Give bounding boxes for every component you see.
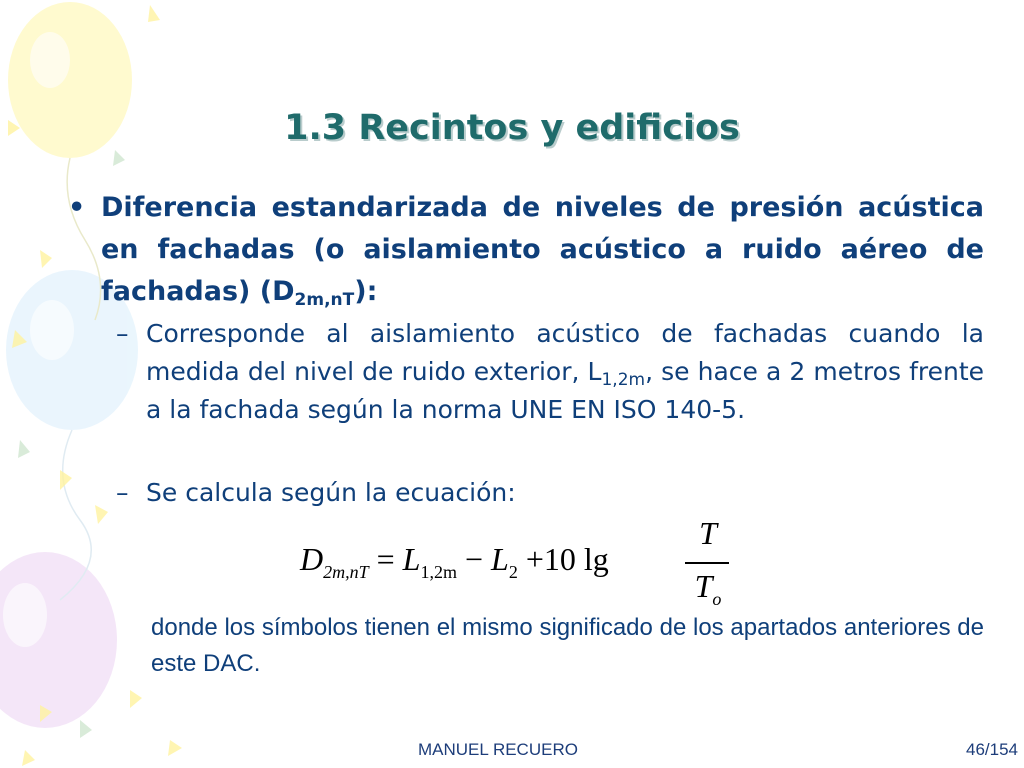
eq-fraction-bar [685, 562, 729, 564]
equation-note: donde los símbolos tienen el mismo significado de los apartados anteriores de este DAC. [151, 614, 984, 677]
eq-fraction [683, 515, 733, 615]
bullet-tail: ): [354, 276, 378, 307]
eq-plus: + [525, 541, 544, 577]
eq-coef: 10 lg [543, 541, 609, 577]
footer-author: MANUEL RECUERO [418, 740, 578, 759]
eq-numerator: T [699, 515, 717, 551]
slide-title: 1.3 Recintos y edificios [284, 108, 740, 148]
eq-lhs: D [300, 541, 324, 577]
sub-item-text: Se calcula según la ecuación: [146, 478, 516, 507]
page-number: 46/154 [966, 740, 1018, 759]
eq-term1-sub: 1,2m [420, 562, 457, 582]
sub-item-calculation [116, 474, 984, 512]
bullet-subscript: 2m,nT [294, 290, 355, 310]
eq-term2: L [491, 541, 509, 577]
main-bullet [68, 187, 984, 313]
sub-item-text: Corresponde al aislamiento acústico de fachadas cuando la medida del nivel de ruido exterior, L [146, 319, 984, 386]
dash-marker: – [116, 478, 129, 507]
sub-item-definition [116, 315, 984, 429]
eq-term2-sub: 2 [508, 562, 518, 582]
equation [300, 515, 760, 615]
eq-minus: − [464, 541, 484, 577]
sub-item-tail: , se hace a 2 metros frente a la fachada según la norma UNE EN ISO 140-5. [146, 357, 985, 424]
eq-denominator: $T_o$ [694, 568, 722, 609]
bullet-text: Diferencia estandarizada de niveles de presión acústica en fachadas (o aislamiento acústico a ruido aéreo de fachadas) (D [101, 192, 984, 307]
dash-marker: – [116, 319, 129, 348]
eq-lhs-sub: 2m,nT [323, 562, 369, 582]
bullet-marker: • [68, 192, 86, 223]
eq-equals: = [376, 541, 395, 577]
eq-term1: L [402, 541, 421, 577]
sub-item-subscript: 1,2m [601, 370, 646, 390]
